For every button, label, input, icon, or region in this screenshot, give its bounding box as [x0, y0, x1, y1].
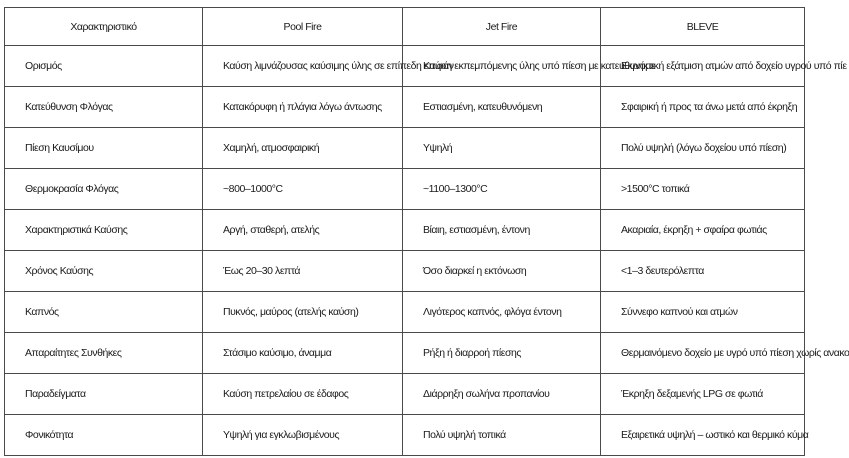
comparison-table-container: [4, 7, 849, 453]
bleve-cell: Σύννεφο καπνού και ατμών: [601, 292, 805, 333]
pool-fire-cell: Χαμηλή, ατμοσφαιρική: [203, 128, 403, 169]
jet-fire-cell: Καύση εκπεμπόμενης ύλης υπό πίεση με κατευθυνόμε: [403, 46, 601, 87]
pool-fire-cell: Αργή, σταθερή, ατελής: [203, 210, 403, 251]
pool-fire-cell: Υψηλή για εγκλωβισμένους: [203, 415, 403, 456]
jet-fire-cell: Πολύ υψηλή τοπικά: [403, 415, 601, 456]
row-label-cell: Χρόνος Καύσης: [5, 251, 203, 292]
pool-fire-cell: Πυκνός, μαύρος (ατελής καύση): [203, 292, 403, 333]
pool-fire-cell: Στάσιμο καύσιμο, άναμμα: [203, 333, 403, 374]
header-cell-jet-fire: Jet Fire: [403, 8, 601, 46]
row-label-cell: Πίεση Καυσίμου: [5, 128, 203, 169]
bleve-cell: >1500°C τοπικά: [601, 169, 805, 210]
table-row: [5, 374, 805, 415]
row-label-cell: Καπνός: [5, 292, 203, 333]
row-label-cell: Κατεύθυνση Φλόγας: [5, 87, 203, 128]
jet-fire-cell: Βίαιη, εστιασμένη, έντονη: [403, 210, 601, 251]
bleve-cell: Έκρηξη δεξαμενής LPG σε φωτιά: [601, 374, 805, 415]
bleve-cell: <1–3 δευτερόλεπτα: [601, 251, 805, 292]
pool-fire-cell: ~800–1000°C: [203, 169, 403, 210]
row-label-cell: Φονικότητα: [5, 415, 203, 456]
jet-fire-cell: Όσο διαρκεί η εκτόνωση: [403, 251, 601, 292]
table-row: [5, 169, 805, 210]
pool-fire-cell: Καύση λιμνάζουσας καύσιμης ύλης σε επίπεδη επιφάν: [203, 46, 403, 87]
jet-fire-cell: Εστιασμένη, κατευθυνόμενη: [403, 87, 601, 128]
row-label-cell: Παραδείγματα: [5, 374, 203, 415]
bleve-cell: Εξαιρετικά υψηλή – ωστικό και θερμικό κύμα: [601, 415, 805, 456]
table-row: [5, 128, 805, 169]
pool-fire-cell: Καύση πετρελαίου σε έδαφος: [203, 374, 403, 415]
fire-comparison-table: [4, 7, 849, 456]
row-label-cell: Ορισμός: [5, 46, 203, 87]
jet-fire-cell: Διάρρηξη σωλήνα προπανίου: [403, 374, 601, 415]
row-label-cell: Απαραίτητες Συνθήκες: [5, 333, 203, 374]
bleve-cell: Πολύ υψηλή (λόγω δοχείου υπό πίεση): [601, 128, 805, 169]
table-row: [5, 46, 805, 87]
row-label-cell: Χαρακτηριστικά Καύσης: [5, 210, 203, 251]
jet-fire-cell: Λιγότερος καπνός, φλόγα έντονη: [403, 292, 601, 333]
bleve-cell: Εκρηκτική εξάτμιση ατμών από δοχείο υγρού υπό πίε: [601, 46, 805, 87]
table-header-row: [5, 8, 805, 46]
bleve-cell: Σφαιρική ή προς τα άνω μετά από έκρηξη: [601, 87, 805, 128]
jet-fire-cell: Υψηλή: [403, 128, 601, 169]
table-row: [5, 333, 805, 374]
bleve-cell: Ακαριαία, έκρηξη + σφαίρα φωτιάς: [601, 210, 805, 251]
pool-fire-cell: Έως 20–30 λεπτά: [203, 251, 403, 292]
row-label-cell: Θερμοκρασία Φλόγας: [5, 169, 203, 210]
table-row: [5, 251, 805, 292]
header-cell-characteristic: Χαρακτηριστικό: [5, 8, 203, 46]
header-cell-bleve: BLEVE: [601, 8, 805, 46]
table-row: [5, 210, 805, 251]
bleve-cell: Θερμαινόμενο δοχείο με υγρό υπό πίεση χωρίς ανακο: [601, 333, 805, 374]
jet-fire-cell: ~1100–1300°C: [403, 169, 601, 210]
table-row: [5, 292, 805, 333]
pool-fire-cell: Κατακόρυφη ή πλάγια λόγω άντωσης: [203, 87, 403, 128]
jet-fire-cell: Ρήξη ή διαρροή πίεσης: [403, 333, 601, 374]
table-row: [5, 87, 805, 128]
table-row: [5, 415, 805, 456]
header-cell-pool-fire: Pool Fire: [203, 8, 403, 46]
